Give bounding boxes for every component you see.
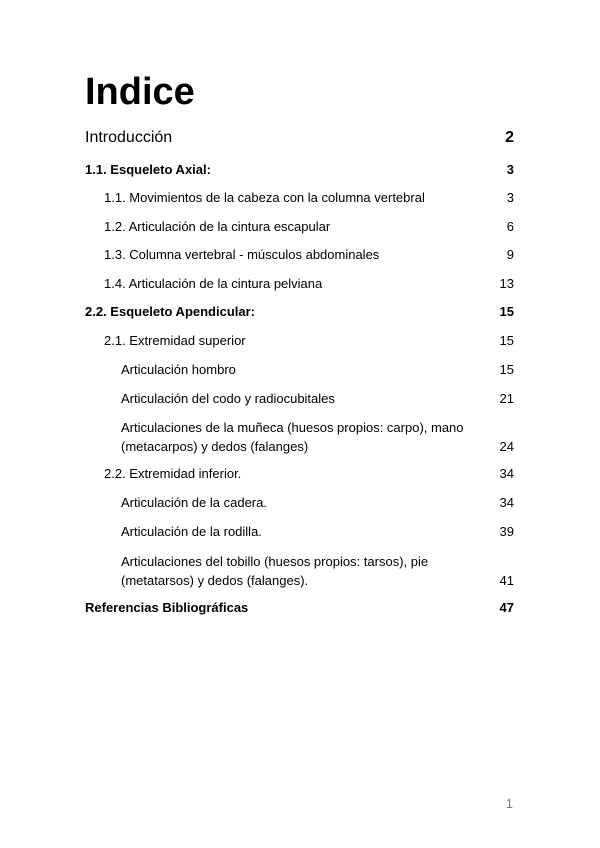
- toc-entry-articulacion-hombro[interactable]: [121, 360, 514, 379]
- toc-entry-label: 2.1. Extremidad superior: [104, 333, 246, 348]
- toc-entry-esqueleto-apendicular[interactable]: [85, 303, 514, 320]
- toc-entry-label: 1.2. Articulación de la cintura escapular: [104, 219, 331, 234]
- toc-entry-label: Articulaciones de la muñeca (huesos propios: carpo), mano (metacarpos) y dedos (falanges): [121, 420, 464, 454]
- toc-entry-articulaciones-muneca[interactable]: [121, 418, 514, 456]
- toc-entry-label: Articulación de la rodilla.: [121, 524, 262, 539]
- toc-entry-page: 41: [499, 573, 514, 588]
- toc-entry-introduccion[interactable]: [85, 128, 514, 148]
- toc-entry-label: 2.2. Extremidad inferior.: [104, 466, 242, 481]
- toc-entry-page: 34: [499, 495, 514, 510]
- toc-entry-page: 34: [499, 466, 514, 481]
- toc-entry-label: Articulación hombro: [121, 362, 236, 377]
- toc-entry-label: 1.4. Articulación de la cintura pelviana: [104, 276, 323, 291]
- toc-entry-articulacion-cadera[interactable]: [121, 493, 514, 512]
- toc-entry-extremidad-inferior[interactable]: [104, 465, 514, 482]
- toc-entry-label: Referencias Bibliográficas: [85, 600, 249, 615]
- footer-page-number: 1: [505, 796, 513, 811]
- toc-entry-label: 1.3. Columna vertebral - músculos abdominales: [104, 247, 380, 262]
- toc-entry-articulaciones-tobillo[interactable]: [121, 552, 514, 590]
- toc-entry-page: 47: [499, 600, 514, 615]
- toc-entry-page: 3: [506, 162, 514, 177]
- toc-entry-articulacion-codo[interactable]: [121, 389, 514, 408]
- toc-entry-page: 6: [506, 219, 514, 234]
- page-title: Indice: [85, 71, 195, 113]
- toc-entry-cintura-escapular[interactable]: [104, 218, 514, 235]
- toc-entry-extremidad-superior[interactable]: [104, 332, 514, 349]
- toc-entry-page: 13: [499, 276, 514, 291]
- toc-entry-page: 39: [499, 524, 514, 539]
- toc-entry-label: 2.2. Esqueleto Apendicular:: [85, 304, 256, 319]
- toc-entry-page: 21: [499, 391, 514, 406]
- toc-entry-page: 2: [505, 129, 514, 146]
- toc-entry-page: 3: [506, 190, 514, 205]
- toc-entry-page: 9: [506, 247, 514, 262]
- toc-entry-page: 15: [499, 362, 514, 377]
- toc-entry-articulacion-rodilla[interactable]: [121, 522, 514, 541]
- toc-entry-page: 24: [499, 439, 514, 454]
- toc-entry-movimientos-cabeza[interactable]: [104, 189, 514, 206]
- toc-entry-label: 1.1. Esqueleto Axial:: [85, 162, 211, 177]
- toc-entry-columna-vertebral[interactable]: [104, 246, 514, 263]
- toc-entry-referencias[interactable]: [85, 599, 514, 616]
- toc-entry-label: Articulación de la cadera.: [121, 495, 267, 510]
- toc-entry-label: Introducción: [85, 129, 173, 146]
- toc-entry-esqueleto-axial[interactable]: [85, 161, 514, 178]
- toc-entry-cintura-pelviana[interactable]: [104, 275, 514, 292]
- toc-entry-label: Articulación del codo y radiocubitales: [121, 391, 335, 406]
- toc-entry-page: 15: [499, 333, 514, 348]
- toc-entry-page: 15: [499, 304, 514, 319]
- toc-entry-label: Articulaciones del tobillo (huesos propios: tarsos), pie (metatarsos) y dedos (falanges).: [121, 554, 429, 588]
- toc-entry-label: 1.1. Movimientos de la cabeza con la columna vertebral: [104, 190, 425, 205]
